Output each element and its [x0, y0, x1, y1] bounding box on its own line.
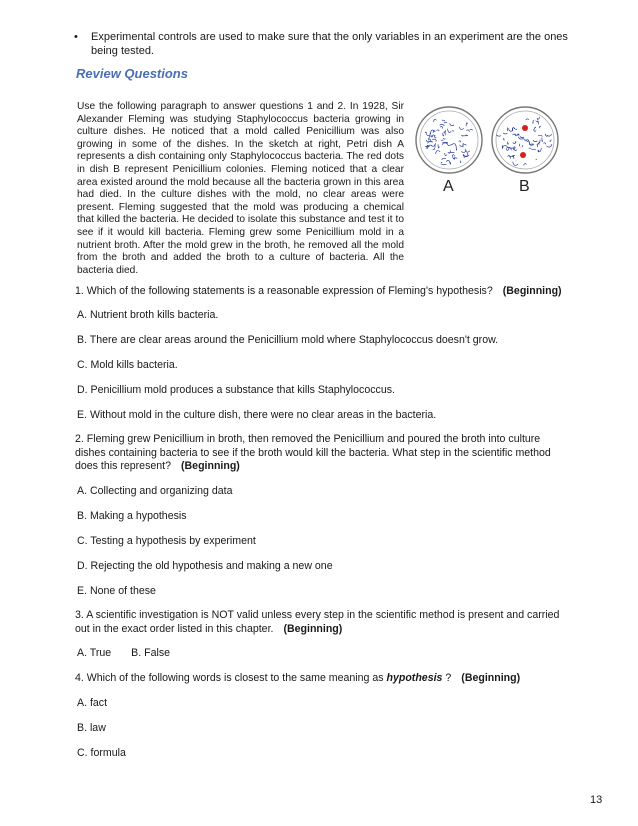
- question-4-option-c: C. formula: [77, 747, 126, 759]
- question-3-options: [77, 647, 170, 660]
- question-4-text-after: ?: [445, 672, 452, 684]
- question-3-text: 3. A scientific investigation is NOT valid unless every step in the scientific method is present and carried out in the exact order listed in this chapter.: [75, 609, 560, 635]
- question-3-option-b: B. False: [131, 647, 171, 659]
- question-3-option-a: A. True: [77, 647, 112, 659]
- petri-dish-b: [492, 107, 558, 173]
- question-1-option-b: B. There are clear areas around the Penicillium mold where Staphylococcus doesn't grow.: [77, 334, 499, 346]
- question-2-option-e: E. None of these: [77, 585, 156, 597]
- petri-dish-figure: [413, 106, 573, 198]
- question-2-level: (Beginning): [181, 460, 240, 472]
- bullet-text: Experimental controls are used to make sure that the only variables in an experiment are the ones being tested.: [91, 31, 568, 57]
- question-2-option-d: D. Rejecting the old hypothesis and making a new one: [77, 560, 333, 572]
- question-3: [75, 609, 563, 636]
- question-1-level: (Beginning): [502, 285, 562, 297]
- question-4-term: hypothesis: [386, 672, 443, 684]
- question-3-level: (Beginning): [283, 622, 343, 635]
- question-2: [75, 433, 563, 474]
- question-4: [75, 672, 563, 686]
- intro-paragraph: Use the following paragraph to answer questions 1 and 2. In 1928, Sir Alexander Fleming was studying Staphylococcus bacteria growing in culture dishes. He noticed that a mold called Penicillium was also growing in some of the dishes. In the sketch at right, Petri dish A represents a dish containing only Staphylococcus bacteria. The red dots in dish B represent Penicillium colonies. Fleming noticed that a clear area existed around the mold because all the bacteria grown in this area had died. In the culture dishes with the mold, no clear areas were present. Fleming suggested that the mold was producing a chemical that killed the bacteria. He decided to isolate this substance and test it to see if it would kill bacteria. Fleming grew some Penicillium mold in a nutrient broth. After the mold grew in the broth, he removed all the mold from the broth and added the broth to a culture of bacteria. All the bacteria died.: [77, 101, 404, 276]
- penicillium-colony-1: [522, 125, 528, 131]
- question-1-option-a: A. Nutrient broth kills bacteria.: [77, 309, 219, 321]
- question-1-option-c: C. Mold kills bacteria.: [77, 359, 178, 371]
- question-2-option-c: C. Testing a hypothesis by experiment: [77, 535, 256, 547]
- question-4-option-b: B. law: [77, 722, 106, 734]
- section-title: Review Questions: [76, 66, 188, 81]
- page-number: 13: [590, 794, 603, 806]
- question-4-text: 4. Which of the following words is closest to the same meaning as: [75, 672, 384, 684]
- bullet-note: [74, 30, 574, 58]
- dish-b-label: B: [519, 178, 530, 195]
- question-2-text: 2. Fleming grew Penicillium in broth, then removed the Penicillium and poured the broth into culture dishes containing bacteria to see if the broth would kill the bacteria. What step in the scientific method does this represent?: [75, 433, 551, 472]
- question-1: [75, 285, 563, 299]
- question-2-option-b: B. Making a hypothesis: [77, 510, 187, 522]
- question-2-option-a: A. Collecting and organizing data: [77, 485, 233, 497]
- bullet-symbol: •: [74, 31, 78, 43]
- petri-dish-a: [416, 107, 482, 173]
- question-4-option-a: A. fact: [77, 697, 108, 709]
- dish-a-label: A: [443, 178, 454, 195]
- question-1-option-d: D. Penicillium mold produces a substance that kills Staphylococcus.: [77, 384, 395, 396]
- penicillium-colony-2: [520, 152, 526, 158]
- question-1-text: 1. Which of the following statements is a reasonable expression of Fleming's hypothesis?: [75, 285, 493, 297]
- question-4-level: (Beginning): [461, 672, 521, 684]
- question-1-option-e: E. Without mold in the culture dish, there were no clear areas in the bacteria.: [77, 409, 437, 421]
